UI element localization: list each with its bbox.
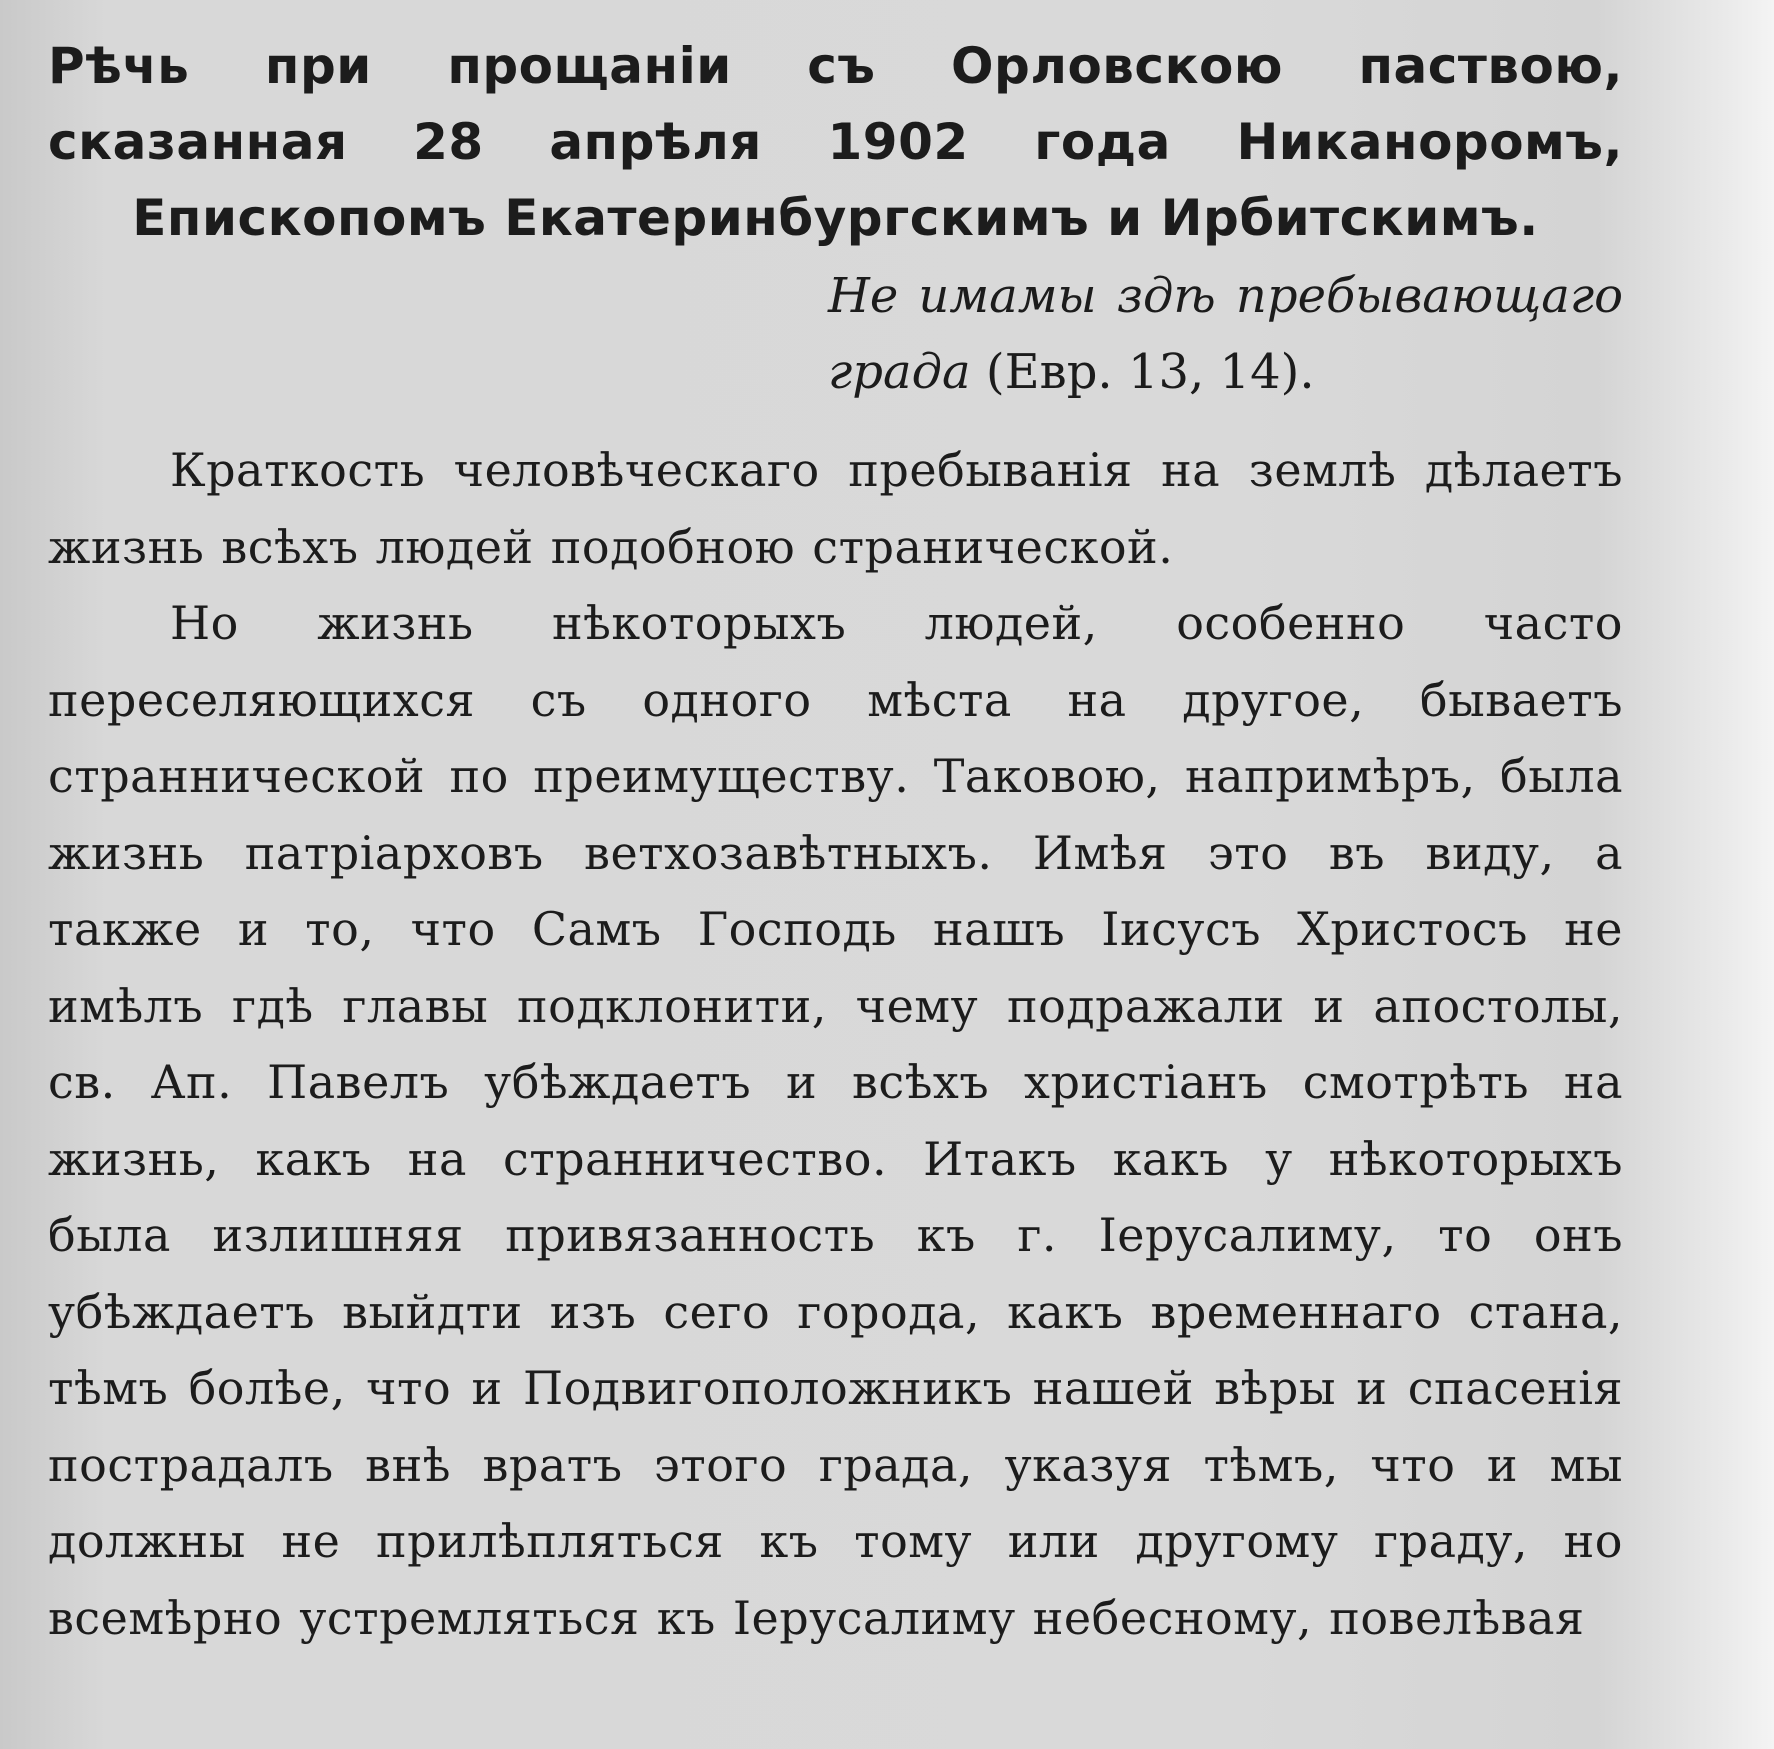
page-heading: Рѣчь при прощанiи съ Орловскою паствою, сказанная 28 апрѣля 1902 года Никаноромъ, Епископомъ Екатеринбургскимъ и Ирбитскимъ. [48,37,1623,247]
text-column [48,28,1623,1656]
paragraph-1: Краткость человѣческаго пребыванiя на землѣ дѣлаетъ жизнь всѣхъ людей подобною странической. [48,443,1623,574]
epigraph-quote: Не имамы здѣ пребывающаго града [828,268,1623,400]
paragraph-2: Но жизнь нѣкоторыхъ людей, особенно часто переселяющихся съ одного мѣста на другое, бываетъ страннической по преимуществу. Таковою, напримѣръ, была жизнь патрiарховъ ветхозавѣтныхъ. Имѣя это въ виду, а также и то, что Самъ Господь нашъ Iисусъ Христосъ не имѣлъ гдѣ главы подклонити, чему подражали и апостолы, св. Ап. Павелъ убѣждаетъ и всѣхъ христiанъ смотрѣть на жизнь, какъ на странничество. Итакъ какъ у нѣкоторыхъ была излишняя привязанность къ г. Iерусалиму, то онъ убѣждаетъ выйдти изъ сего города, какъ временнаго стана, тѣмъ болѣе, что и Подвигоположникъ нашей вѣры и спасенiя пострадалъ внѣ вратъ этого града, указуя тѣмъ, что и мы должны не прилѣпляться къ тому или другому граду, но всемѣрно устремляться къ Iерусалиму небесному, повелѣвая [48,596,1623,1645]
epigraph-reference: (Евр. 13, 14). [985,344,1315,400]
epigraph [48,258,1623,410]
